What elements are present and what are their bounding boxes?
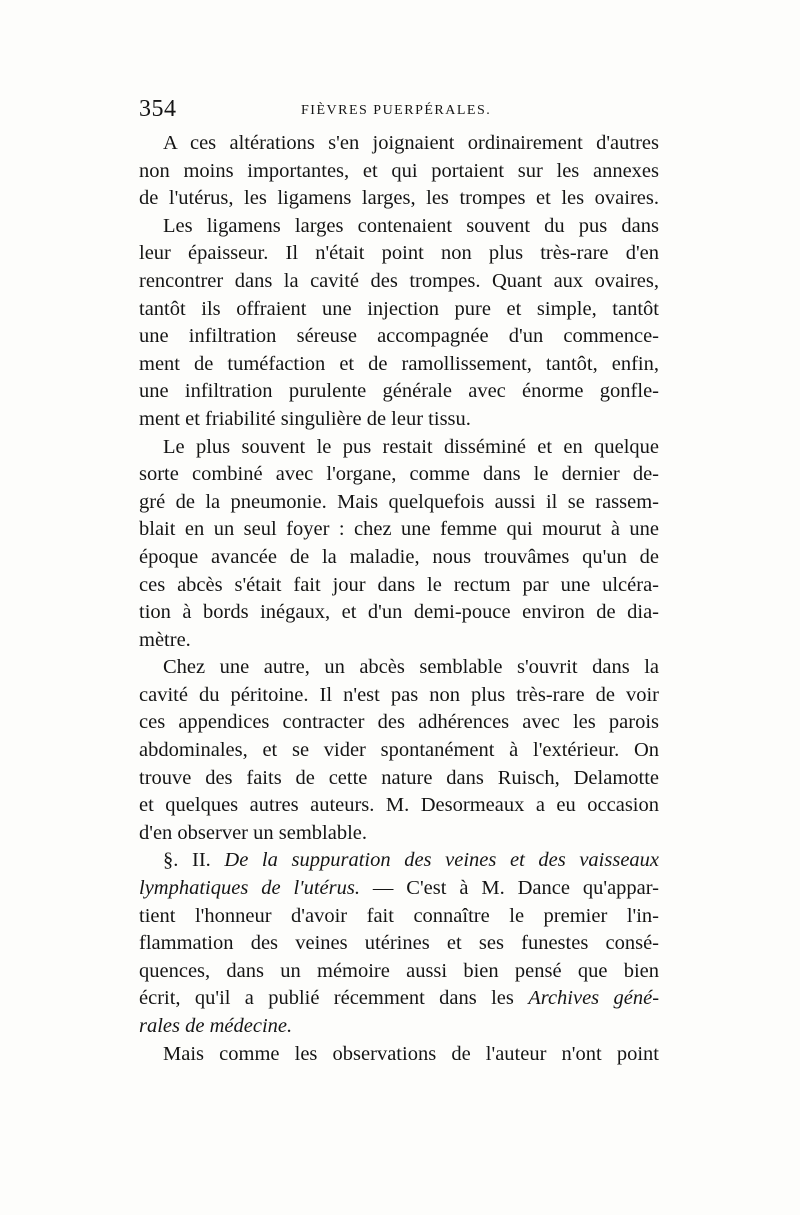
section-number: §. II. (163, 849, 211, 872)
text-line: tient l'honneur d'avoir fait connaître le premier l'in- (139, 904, 659, 927)
page-number: 354 (139, 96, 177, 122)
text-line: A ces altérations s'en joignaient ordinairement d'autres (163, 132, 659, 154)
text-line: leur épaisseur. Il n'était point non plus très-rare d'en (139, 242, 659, 265)
text-line: Mais comme les observations de l'auteur n'ont point (163, 1042, 659, 1065)
citation-lead: écrit, qu'il a publié récemment dans les (139, 987, 514, 1010)
text-line: abdominales, et se vider spontanément à l'extérieur. On (139, 739, 659, 762)
section-title-part-1: De la suppuration des veines et des vaisseaux (224, 849, 660, 872)
section-title-part-2: lymphatiques de l'utérus. (139, 877, 360, 900)
text-line-with-citation (139, 985, 659, 1013)
text-line: rencontrer dans la cavité des trompes. Quant aux ovaires, (139, 269, 659, 292)
body-text (139, 130, 659, 1068)
text-line: mètre. (139, 628, 191, 651)
text-line: blait en un seul foyer : chez une femme qui mourut à une (139, 518, 659, 541)
journal-title-part-1: Archives géné- (528, 987, 660, 1010)
text-line: tion à bords inégaux, et d'un demi-pouce environ de dia- (139, 601, 659, 624)
text-line: Le plus souvent le pus restait disséminé et en quelque (163, 435, 659, 458)
section-heading-line (139, 847, 659, 875)
section-intro: — C'est à M. Dance qu'appar- (372, 877, 660, 900)
section-heading-continued (139, 875, 659, 903)
text-line: sorte combiné avec l'organe, comme dans le dernier de- (139, 463, 659, 486)
text-line: cavité du péritoine. Il n'est pas non plus très-rare de voir (139, 683, 659, 706)
text-line: d'en observer un semblable. (139, 821, 367, 844)
running-title: FIÈVRES PUERPÉRALES. (301, 103, 492, 118)
text-line: gré de la pneumonie. Mais quelquefois aussi il se rassem- (139, 490, 659, 513)
text-line: et quelques autres auteurs. M. Desormeaux a eu occasion (139, 794, 659, 817)
text-line: Chez une autre, un abcès semblable s'ouvrit dans la (163, 656, 659, 679)
text-line: une infiltration purulente générale avec énorme gonfle- (139, 380, 659, 403)
text-line: trouve des faits de cette nature dans Ruisch, Delamotte (139, 766, 659, 789)
text-line: Les ligamens larges contenaient souvent du pus dans (163, 214, 659, 237)
text-line: une infiltration séreuse accompagnée d'un commence- (139, 325, 659, 348)
text-line: ment et friabilité singulière de leur tissu. (139, 407, 471, 430)
text-line: ces abcès s'était fait jour dans le rectum par une ulcéra- (139, 573, 659, 596)
text-line: non moins importantes, et qui portaient sur les annexes (139, 159, 659, 182)
text-line: de l'utérus, les ligamens larges, les trompes et les ovaires. (139, 187, 659, 210)
text-line: flammation des veines utérines et ses funestes consé- (139, 932, 659, 955)
running-header (139, 96, 659, 126)
text-line: ment de tuméfaction et de ramollissement, tantôt, enfin, (139, 352, 659, 375)
text-line: époque avancée de la maladie, nous trouvâmes qu'un de (139, 545, 659, 568)
text-line: tantôt ils offraient une injection pure et simple, tantôt (139, 297, 659, 320)
journal-title-part-2: rales de médecine. (139, 1015, 293, 1037)
text-line: ces appendices contracter des adhérences avec les parois (139, 711, 659, 734)
text-line: quences, dans un mémoire aussi bien pensé que bien (139, 959, 659, 982)
